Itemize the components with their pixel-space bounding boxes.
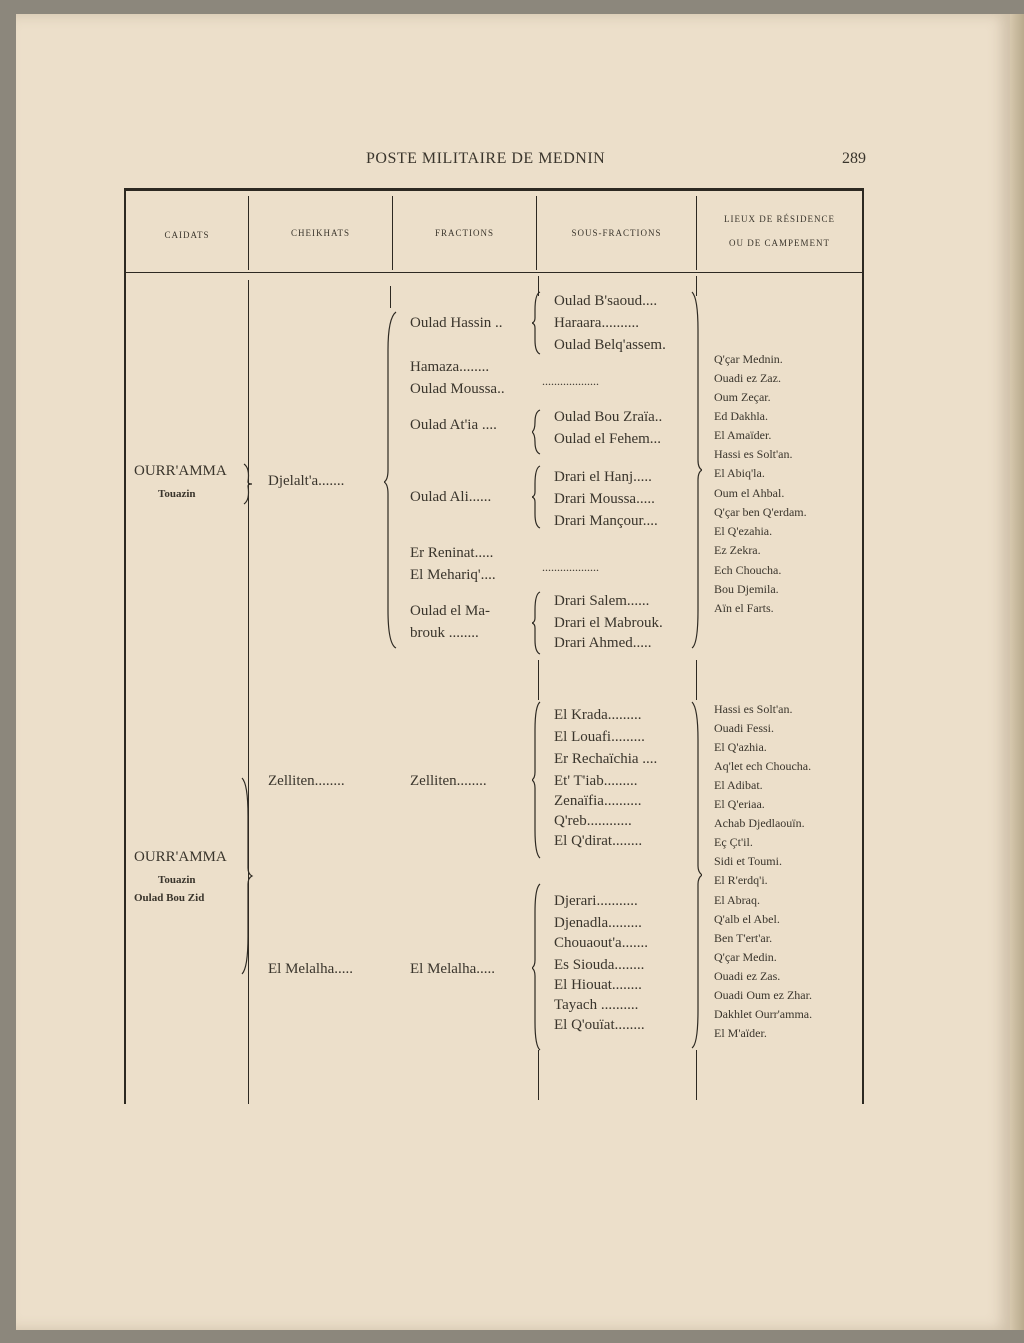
table-left-border	[124, 188, 126, 1104]
group2-residence-4: Aq'let ech Choucha.	[714, 759, 812, 773]
group1-sf-brace-1	[532, 290, 542, 356]
group1-residence-5: El Amaïder.	[714, 428, 772, 442]
group1-sousfraction-1: Oulad B'saoud....	[554, 293, 658, 309]
group2-residence-2: Ouadi Fessi.	[714, 721, 774, 735]
table-top-rule	[124, 188, 864, 191]
group2-sousfraction-b2: Djenadla.........	[554, 915, 642, 931]
col-header-fractions: FRACTIONS	[434, 228, 494, 238]
group2-residence-16: Ouadi Oum ez Zhar.	[714, 988, 812, 1002]
group1-sousfraction-5: Oulad Bou Zraïa..	[554, 409, 663, 425]
group2-sf-brace-b	[532, 882, 542, 1052]
group2-residence-10: El R'erdq'i.	[714, 873, 768, 887]
group2-sousfraction-a2: El Louafi.........	[554, 729, 645, 745]
group1-residence-3: Oum Zeçar.	[714, 390, 771, 404]
group2-residence-15: Ouadi ez Zas.	[714, 969, 781, 983]
col-divider-4	[696, 196, 697, 270]
body-line-frac	[390, 286, 391, 308]
body-line-sous-b	[538, 660, 539, 700]
group1-sousfraction-9: Drari Mançour....	[554, 513, 658, 529]
group1-residence-9: Q'çar ben Q'erdam.	[714, 505, 807, 519]
group2-residence-9: Sidi et Toumi.	[714, 854, 782, 868]
group2-residence-3: El Q'azhia.	[714, 740, 767, 754]
group1-sousfraction-11: Drari Salem......	[554, 593, 650, 609]
group2-sousfraction-b4: Es Siouda........	[554, 957, 645, 973]
group1-residence-4: Ed Dakhla.	[714, 409, 768, 423]
group2-caidat-brace	[240, 776, 254, 976]
group1-sousfraction-4: ...................	[542, 374, 599, 388]
group1-fraction-3: Oulad Moussa..	[410, 381, 505, 397]
group2-caidat-sub1: Touazin	[158, 874, 196, 886]
group1-fraction-6: Er Reninat.....	[410, 545, 494, 561]
group1-residence-6: Hassi es Solt'an.	[714, 447, 793, 461]
group1-sousfraction-12: Drari el Mabrouk.	[554, 615, 663, 631]
group1-residence-10: El Q'ezahia.	[714, 524, 773, 538]
group1-residence-2: Ouadi ez Zaz.	[714, 371, 781, 385]
group1-caidat: OURR'AMMA	[134, 463, 227, 479]
group1-sousfraction-3: Oulad Belq'assem.	[554, 337, 666, 353]
group1-cheikhat: Djelalt'a.......	[268, 473, 345, 489]
group2-residence-18: El M'aïder.	[714, 1026, 767, 1040]
group1-fraction-9: brouk ........	[410, 625, 479, 641]
group2-sousfraction-a7: El Q'dirat........	[554, 833, 643, 849]
group1-fraction-8: Oulad el Ma-	[410, 603, 490, 619]
group2-sousfraction-b3: Chouaout'a.......	[554, 935, 648, 951]
group1-sousfraction-10: ...................	[542, 560, 599, 574]
table-right-border	[862, 188, 864, 1104]
group1-fraction-4: Oulad At'ia ....	[410, 417, 497, 433]
group2-fraction-b: El Melalha.....	[410, 961, 495, 977]
group1-sf-brace-3	[532, 464, 542, 530]
col-header-residence-1: LIEUX DE RÉSIDENCE	[724, 214, 835, 224]
col-header-cheikhats: CHEIKHATS	[290, 228, 350, 238]
table-header-rule	[124, 272, 864, 273]
group1-caidat-brace	[242, 462, 254, 506]
group2-residence-1: Hassi es Solt'an.	[714, 702, 793, 716]
group1-sf-brace-4	[532, 590, 542, 656]
page-number: 289	[842, 150, 866, 167]
group2-sousfraction-b6: Tayach ..........	[554, 997, 639, 1013]
body-line-caidat	[248, 280, 249, 1104]
col-header-residence-2: OU DE CAMPEMENT	[728, 238, 830, 248]
group1-fraction-7: El Mehariq'....	[410, 567, 496, 583]
group2-caidat-sub2: Oulad Bou Zid	[134, 892, 205, 904]
group2-sousfraction-b5: El Hiouat........	[554, 977, 642, 993]
group1-residence-7: El Abiq'la.	[714, 466, 765, 480]
group1-fraction-2: Hamaza........	[410, 359, 490, 375]
group2-residence-6: El Q'eriaa.	[714, 797, 765, 811]
group1-sousfraction-2: Haraara..........	[554, 315, 639, 331]
group2-sf-brace-a	[532, 700, 542, 860]
group2-residence-14: Q'çar Medin.	[714, 950, 777, 964]
group1-residence-8: Oum el Ahbal.	[714, 486, 785, 500]
page-header-title: POSTE MILITAIRE DE MEDNIN	[366, 150, 606, 167]
group1-residence-14: Aïn el Farts.	[714, 601, 774, 615]
col-header-sous-fractions: SOUS-FRACTIONS	[571, 228, 662, 238]
group2-fraction-a: Zelliten........	[410, 773, 487, 789]
group2-residence-11: El Abraq.	[714, 893, 760, 907]
group2-residence-12: Q'alb el Abel.	[714, 912, 780, 926]
group2-sousfraction-b7: El Q'ouïat........	[554, 1017, 645, 1033]
group2-sousfraction-a3: Er Rechaïchia ....	[554, 751, 658, 767]
group1-residence-1: Q'çar Mednin.	[714, 352, 783, 366]
group1-res-brace	[690, 290, 702, 650]
group2-sousfraction-a4: Et' T'iab.........	[554, 773, 638, 789]
group1-cheikhat-brace	[384, 310, 398, 650]
group1-sousfraction-8: Drari Moussa.....	[554, 491, 655, 507]
group2-sousfraction-a1: El Krada.........	[554, 707, 642, 723]
group1-sousfraction-13: Drari Ahmed.....	[554, 635, 652, 651]
body-line-res-b	[696, 660, 697, 700]
body-line-res-c	[696, 1050, 697, 1100]
group1-sousfraction-6: Oulad el Fehem...	[554, 431, 662, 447]
group2-cheikhat-a: Zelliten........	[268, 773, 345, 789]
group2-residence-13: Ben T'ert'ar.	[714, 931, 773, 945]
group2-residence-7: Achab Djedlaouïn.	[714, 816, 805, 830]
group2-sousfraction-a5: Zenaïfia..........	[554, 793, 642, 809]
col-header-caidats: CAIDATS	[164, 230, 210, 240]
page-edge	[1010, 14, 1024, 1330]
group1-residence-13: Bou Djemila.	[714, 582, 779, 596]
group2-res-brace	[690, 700, 702, 1050]
group1-fraction-1: Oulad Hassin ..	[410, 315, 503, 331]
group2-residence-8: Eç Çt'il.	[714, 835, 753, 849]
group2-residence-5: El Adibat.	[714, 778, 763, 792]
group1-sousfraction-7: Drari el Hanj.....	[554, 469, 652, 485]
group1-residence-12: Ech Choucha.	[714, 563, 782, 577]
group1-caidat-sub: Touazin	[158, 488, 196, 500]
body-line-sous-c	[538, 1050, 539, 1100]
group2-sousfraction-a6: Q'reb............	[554, 813, 632, 829]
group2-cheikhat-b: El Melalha.....	[268, 961, 353, 977]
group2-caidat: OURR'AMMA	[134, 849, 227, 865]
group1-fraction-5: Oulad Ali......	[410, 489, 492, 505]
group1-residence-11: Ez Zekra.	[714, 543, 761, 557]
group2-sousfraction-b1: Djerari...........	[554, 893, 638, 909]
group2-residence-17: Dakhlet Ourr'amma.	[714, 1007, 813, 1021]
group1-sf-brace-2	[532, 408, 542, 456]
